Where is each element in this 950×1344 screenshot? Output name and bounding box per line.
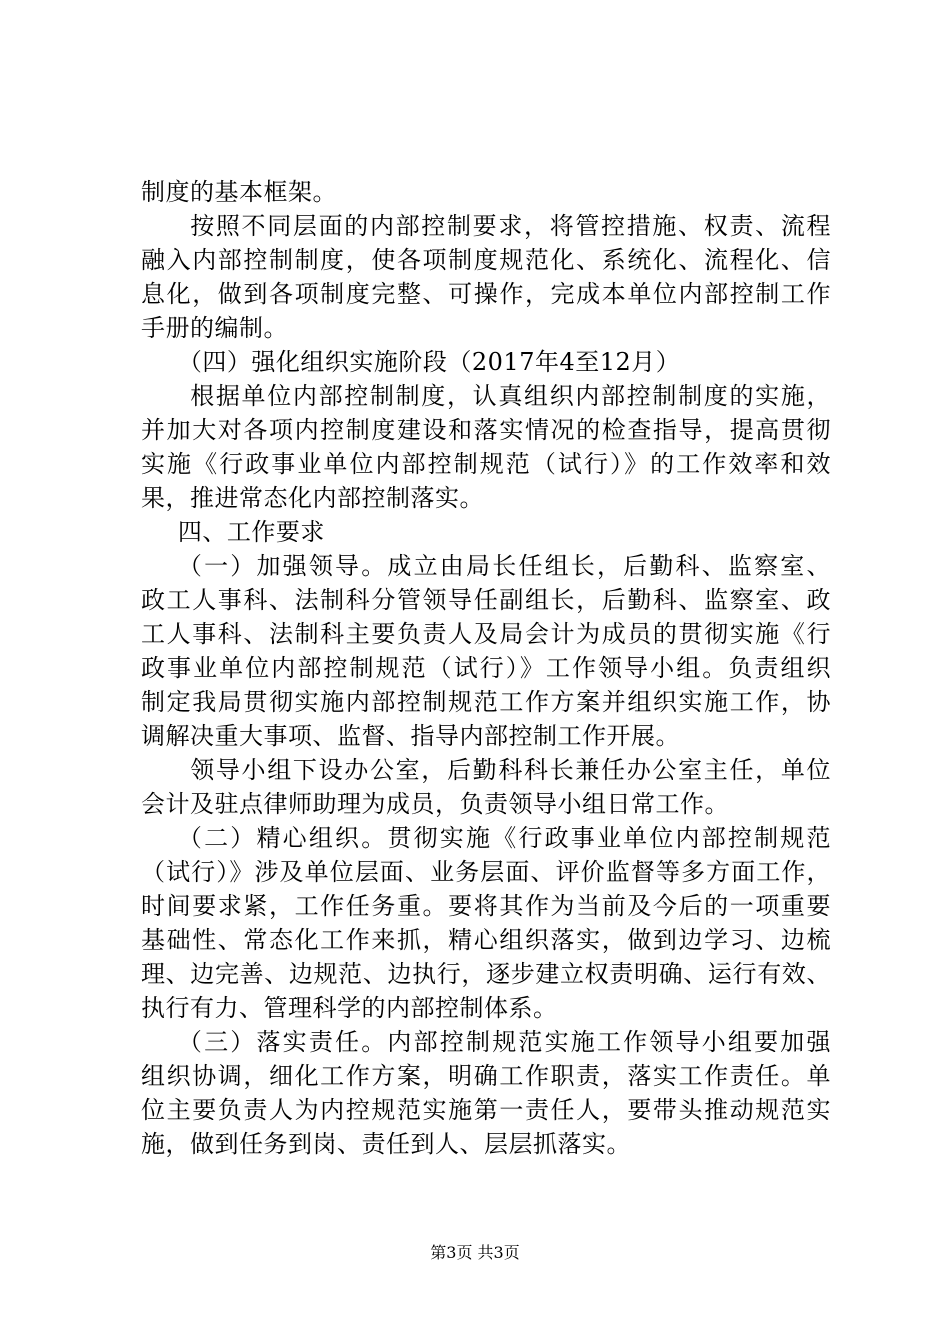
text-line: （试行）》涉及单位层面、业务层面、评价监督等多方面工作， [141,858,831,886]
page-footer: 第3页 共3页 [430,1243,520,1262]
text-line: 执行有力、管理科学的内部控制体系。 [141,994,558,1022]
text-line: 工人事科、法制科主要负责人及局会计为成员的贯彻实施《行 [141,620,831,648]
text-line: 手册的编制。 [141,314,288,342]
text-line: 按照不同层面的内部控制要求，将管控措施、权责、流程 [190,212,831,240]
text-line: （三）落实责任。内部控制规范实施工作领导小组要加强 [177,1028,831,1056]
text-line: （二）精心组织。贯彻实施《行政事业单位内部控制规范 [177,824,831,852]
text-line: 时间要求紧，工作任务重。要将其作为当前及今后的一项重要 [141,892,831,920]
text-line: 政事业单位内部控制规范（试行）》工作领导小组。负责组织 [141,654,831,682]
text-line: 并加大对各项内控制度建设和落实情况的检查指导，提高贯彻 [141,416,831,444]
text-line: 制度的基本框架。 [141,178,337,206]
text-line: 会计及驻点律师助理为成员，负责领导小组日常工作。 [141,790,729,818]
text-line: （四）强化组织实施阶段（2017年4至12月） [177,348,681,376]
text-line: 调解决重大事项、监督、指导内部控制工作开展。 [141,722,680,750]
text-line: 实施《行政事业单位内部控制规范（试行）》的工作效率和效 [141,450,831,478]
text-line: 基础性、常态化工作来抓，精心组织落实，做到边学习、边梳 [141,926,831,954]
text-line: 四、工作要求 [177,518,325,546]
document-body [141,175,831,1161]
text-line: 施，做到任务到岗、责任到人、层层抓落实。 [141,1130,631,1158]
text-line: 息化，做到各项制度完整、可操作，完成本单位内部控制工作 [141,280,831,308]
text-line: 位主要负责人为内控规范实施第一责任人，要带头推动规范实 [141,1096,831,1124]
text-line: 政工人事科、法制科分管领导任副组长，后勤科、监察室、政 [141,586,831,614]
text-line: 根据单位内部控制制度，认真组织内部控制制度的实施， [190,382,831,410]
text-line: 融入内部控制制度，使各项制度规范化、系统化、流程化、信 [141,246,831,274]
text-line: 理、边完善、边规范、边执行，逐步建立权责明确、运行有效、 [141,960,831,988]
text-line: 领导小组下设办公室，后勤科科长兼任办公室主任，单位 [190,756,831,784]
text-line: 组织协调，细化工作方案，明确工作职责，落实工作责任。单 [141,1062,831,1090]
text-line: 制定我局贯彻实施内部控制规范工作方案并组织实施工作，协 [141,688,831,716]
text-line: 果，推进常态化内部控制落实。 [141,484,484,512]
text-line: （一）加强领导。成立由局长任组长，后勤科、监察室、 [177,552,831,580]
